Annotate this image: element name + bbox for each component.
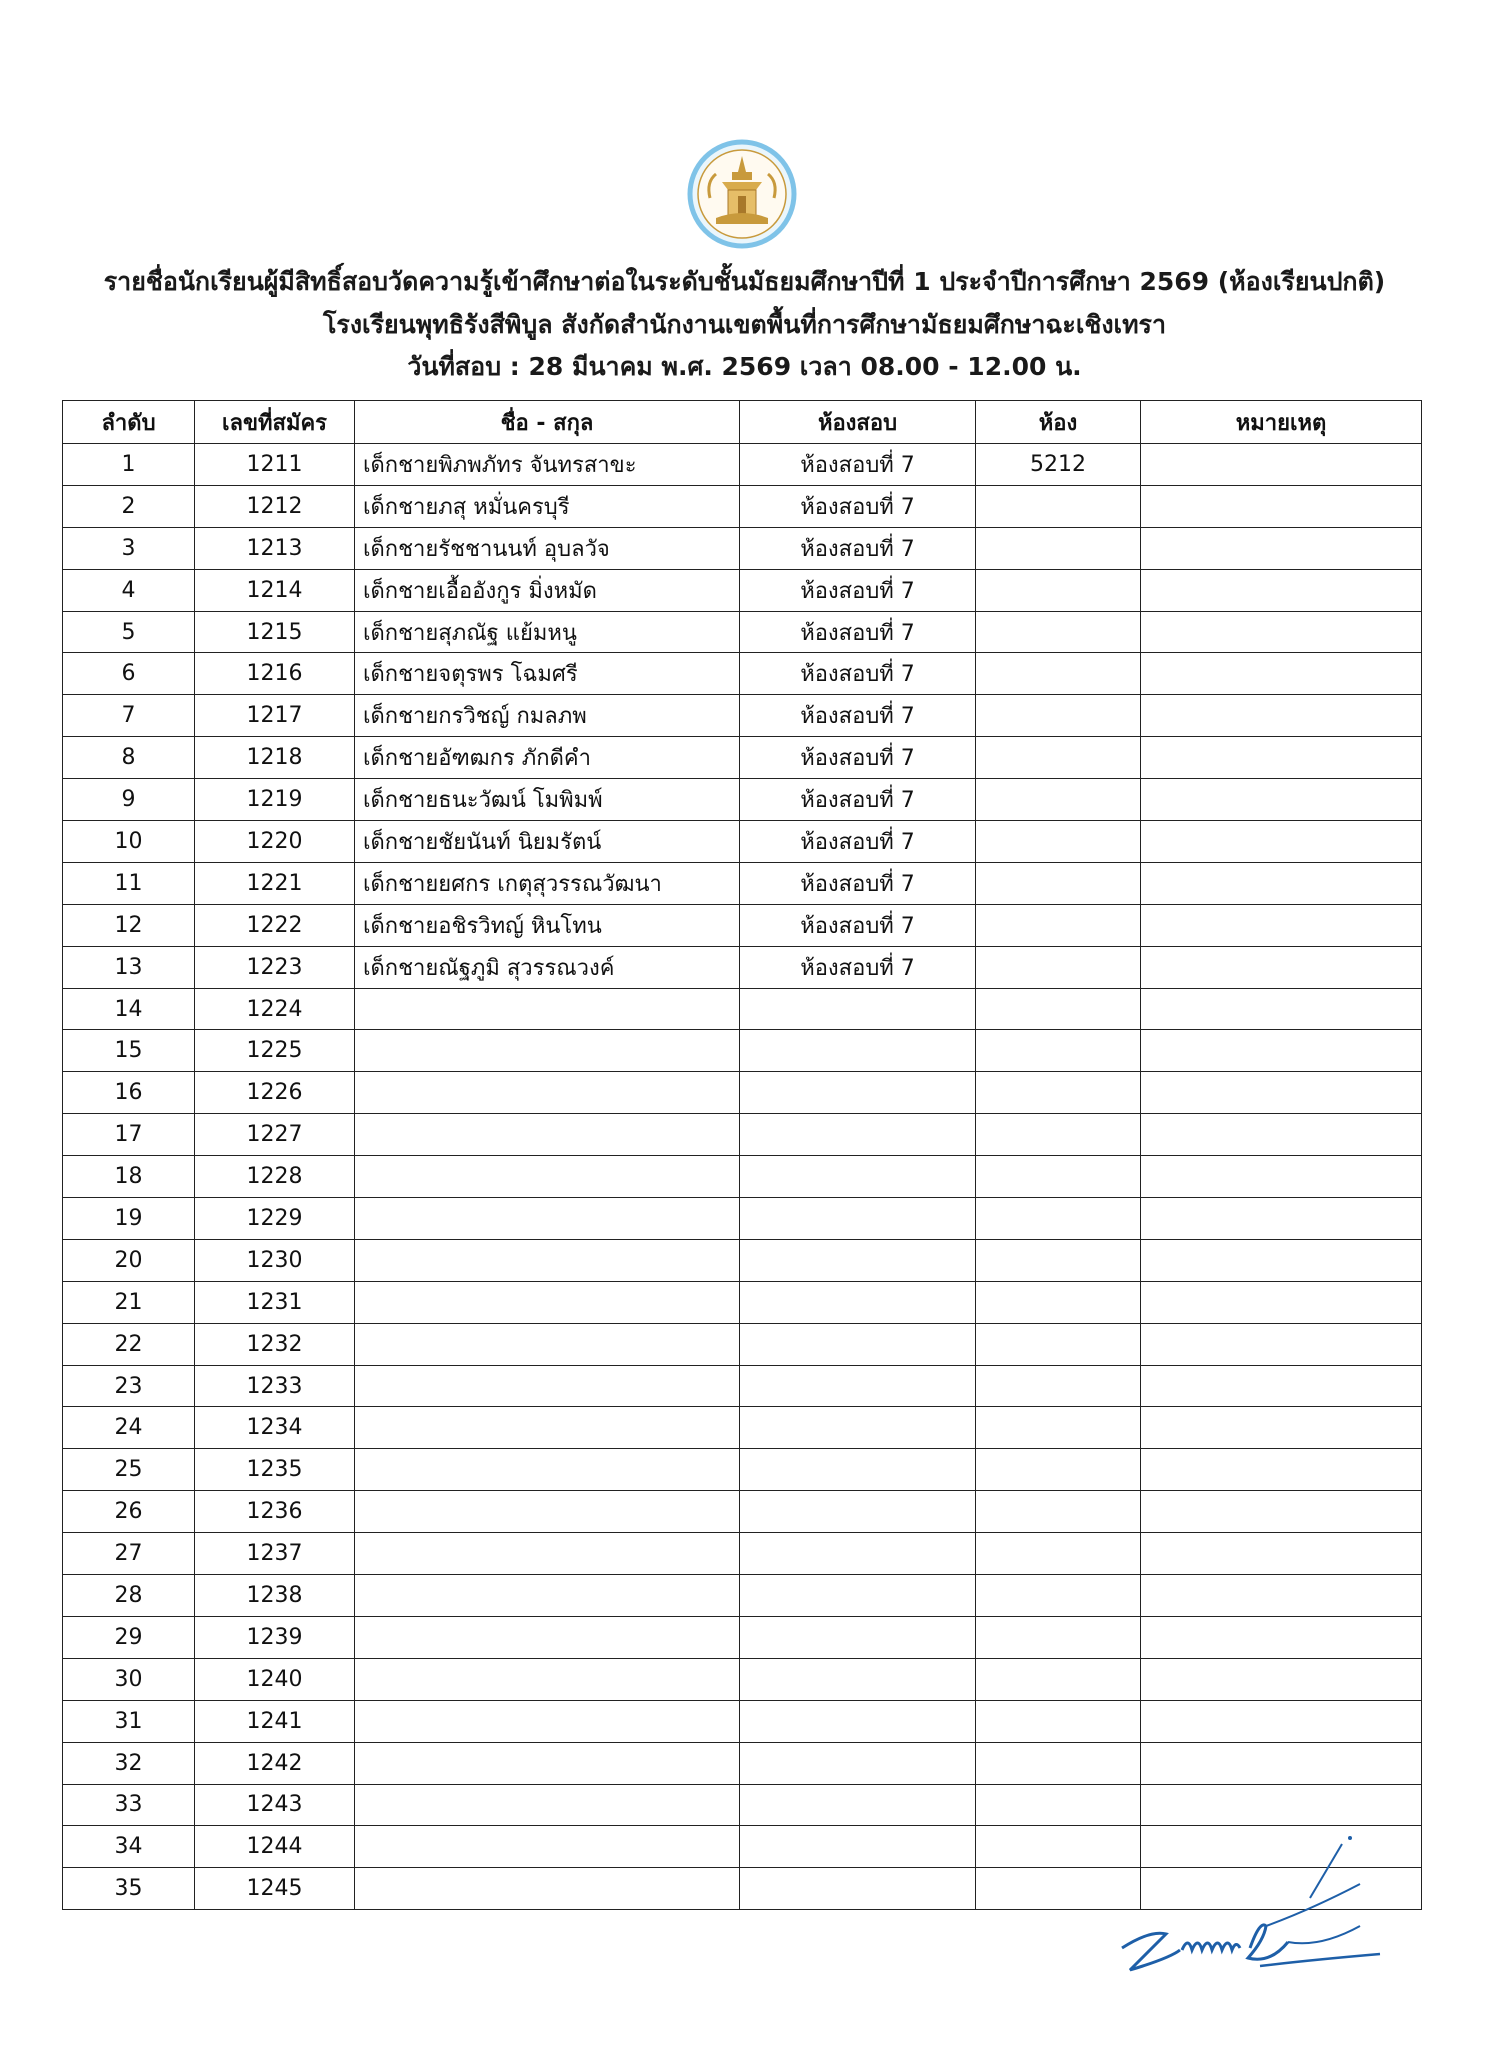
exam-room-cell xyxy=(740,1198,976,1240)
room-number-cell: 5212 xyxy=(976,444,1141,486)
remark-cell xyxy=(1141,695,1422,737)
row-number-cell: 15 xyxy=(63,1030,195,1072)
exam-room-cell xyxy=(740,1784,976,1826)
exam-room-cell: ห้องสอบที่ 7 xyxy=(740,695,976,737)
row-number-cell: 31 xyxy=(63,1700,195,1742)
row-number-cell: 9 xyxy=(63,779,195,821)
application-number-cell: 1228 xyxy=(195,1156,355,1198)
room-number-cell xyxy=(976,1365,1141,1407)
room-number-cell xyxy=(976,1198,1141,1240)
row-number-cell: 22 xyxy=(63,1323,195,1365)
room-number-cell xyxy=(976,1030,1141,1072)
table-row xyxy=(63,1575,1422,1617)
table-row xyxy=(63,695,1422,737)
table-body xyxy=(63,444,1422,1910)
application-number-cell: 1220 xyxy=(195,821,355,863)
exam-room-cell xyxy=(740,988,976,1030)
exam-room-cell xyxy=(740,1826,976,1868)
table-row xyxy=(63,1030,1422,1072)
row-number-cell: 12 xyxy=(63,904,195,946)
exam-room-cell xyxy=(740,1658,976,1700)
table-row xyxy=(63,988,1422,1030)
student-name-cell xyxy=(355,1114,740,1156)
application-number-cell: 1236 xyxy=(195,1491,355,1533)
remark-cell xyxy=(1141,779,1422,821)
room-number-cell xyxy=(976,1072,1141,1114)
exam-room-cell xyxy=(740,1030,976,1072)
table-row xyxy=(63,527,1422,569)
room-number-cell xyxy=(976,1616,1141,1658)
application-number-cell: 1215 xyxy=(195,611,355,653)
student-name-cell: เด็กชายอัฑฒกร ภักดีคำ xyxy=(355,737,740,779)
room-number-cell xyxy=(976,779,1141,821)
exam-room-cell xyxy=(740,1491,976,1533)
row-number-cell: 7 xyxy=(63,695,195,737)
student-name-cell xyxy=(355,1826,740,1868)
table-row xyxy=(63,1742,1422,1784)
table-row xyxy=(63,485,1422,527)
row-number-cell: 21 xyxy=(63,1281,195,1323)
student-name-cell xyxy=(355,1491,740,1533)
remark-cell xyxy=(1141,1198,1422,1240)
row-number-cell: 33 xyxy=(63,1784,195,1826)
application-number-cell: 1231 xyxy=(195,1281,355,1323)
student-name-cell: เด็กชายธนะวัฒน์ โมพิมพ์ xyxy=(355,779,740,821)
room-number-cell xyxy=(976,1658,1141,1700)
remark-cell xyxy=(1141,1072,1422,1114)
remark-cell xyxy=(1141,653,1422,695)
table-row xyxy=(63,904,1422,946)
remark-cell xyxy=(1141,1742,1422,1784)
table-row xyxy=(63,1491,1422,1533)
room-number-cell xyxy=(976,1491,1141,1533)
row-number-cell: 26 xyxy=(63,1491,195,1533)
room-number-cell xyxy=(976,946,1141,988)
room-number-cell xyxy=(976,1533,1141,1575)
remark-cell xyxy=(1141,1365,1422,1407)
application-number-cell: 1241 xyxy=(195,1700,355,1742)
application-number-cell: 1232 xyxy=(195,1323,355,1365)
table-row xyxy=(63,1198,1422,1240)
room-number-cell xyxy=(976,1323,1141,1365)
application-number-cell: 1243 xyxy=(195,1784,355,1826)
room-number-cell xyxy=(976,1784,1141,1826)
remark-cell xyxy=(1141,569,1422,611)
remark-cell xyxy=(1141,821,1422,863)
column-header: เลขที่สมัคร xyxy=(195,401,355,444)
student-name-cell: เด็กชายเอื้ออังกูร มิ่งหมัด xyxy=(355,569,740,611)
row-number-cell: 29 xyxy=(63,1616,195,1658)
table-row xyxy=(63,1239,1422,1281)
room-number-cell xyxy=(976,1281,1141,1323)
student-name-cell xyxy=(355,1407,740,1449)
table-row xyxy=(63,821,1422,863)
student-name-cell: เด็กชายจตุรพร โฉมศรี xyxy=(355,653,740,695)
remark-cell xyxy=(1141,444,1422,486)
column-header: ลำดับ xyxy=(63,401,195,444)
room-number-cell xyxy=(976,611,1141,653)
row-number-cell: 23 xyxy=(63,1365,195,1407)
application-number-cell: 1223 xyxy=(195,946,355,988)
room-number-cell xyxy=(976,737,1141,779)
application-number-cell: 1244 xyxy=(195,1826,355,1868)
student-name-cell xyxy=(355,1281,740,1323)
student-name-cell: เด็กชายภสุ หมั่นครบุรี xyxy=(355,485,740,527)
student-name-cell: เด็กชายสุภณัฐ แย้มหนู xyxy=(355,611,740,653)
remark-cell xyxy=(1141,737,1422,779)
room-number-cell xyxy=(976,1449,1141,1491)
exam-room-cell xyxy=(740,1114,976,1156)
remark-cell xyxy=(1141,1239,1422,1281)
row-number-cell: 8 xyxy=(63,737,195,779)
remark-cell xyxy=(1141,1491,1422,1533)
application-number-cell: 1230 xyxy=(195,1239,355,1281)
exam-room-cell xyxy=(740,1700,976,1742)
remark-cell xyxy=(1141,527,1422,569)
remark-cell xyxy=(1141,1156,1422,1198)
table-row xyxy=(63,569,1422,611)
exam-room-cell: ห้องสอบที่ 7 xyxy=(740,862,976,904)
table-row xyxy=(63,444,1422,486)
student-name-cell xyxy=(355,1742,740,1784)
remark-cell xyxy=(1141,1784,1422,1826)
exam-room-cell: ห้องสอบที่ 7 xyxy=(740,569,976,611)
row-number-cell: 20 xyxy=(63,1239,195,1281)
exam-room-cell xyxy=(740,1407,976,1449)
student-name-cell xyxy=(355,1658,740,1700)
row-number-cell: 16 xyxy=(63,1072,195,1114)
remark-cell xyxy=(1141,946,1422,988)
row-number-cell: 19 xyxy=(63,1198,195,1240)
student-name-cell xyxy=(355,1156,740,1198)
remark-cell xyxy=(1141,1700,1422,1742)
application-number-cell: 1238 xyxy=(195,1575,355,1617)
room-number-cell xyxy=(976,569,1141,611)
application-number-cell: 1213 xyxy=(195,527,355,569)
application-number-cell: 1211 xyxy=(195,444,355,486)
exam-room-cell xyxy=(740,1239,976,1281)
remark-cell xyxy=(1141,904,1422,946)
row-number-cell: 6 xyxy=(63,653,195,695)
table-header-row xyxy=(63,401,1422,444)
room-number-cell xyxy=(976,1239,1141,1281)
student-name-cell xyxy=(355,1365,740,1407)
room-number-cell xyxy=(976,988,1141,1030)
application-number-cell: 1217 xyxy=(195,695,355,737)
row-number-cell: 30 xyxy=(63,1658,195,1700)
row-number-cell: 25 xyxy=(63,1449,195,1491)
table-row xyxy=(63,1784,1422,1826)
remark-cell xyxy=(1141,1575,1422,1617)
student-name-cell xyxy=(355,1868,740,1910)
application-number-cell: 1240 xyxy=(195,1658,355,1700)
exam-room-cell: ห้องสอบที่ 7 xyxy=(740,611,976,653)
signature-icon xyxy=(1110,1830,1390,1980)
room-number-cell xyxy=(976,862,1141,904)
remark-cell xyxy=(1141,1030,1422,1072)
table-row xyxy=(63,737,1422,779)
row-number-cell: 18 xyxy=(63,1156,195,1198)
student-name-cell xyxy=(355,1533,740,1575)
exam-room-cell: ห้องสอบที่ 7 xyxy=(740,779,976,821)
row-number-cell: 14 xyxy=(63,988,195,1030)
exam-room-cell: ห้องสอบที่ 7 xyxy=(740,444,976,486)
application-number-cell: 1222 xyxy=(195,904,355,946)
row-number-cell: 34 xyxy=(63,1826,195,1868)
application-number-cell: 1212 xyxy=(195,485,355,527)
column-header: ชื่อ - สกุล xyxy=(355,401,740,444)
room-number-cell xyxy=(976,1575,1141,1617)
student-name-cell: เด็กชายณัฐภูมิ สุวรรณวงค์ xyxy=(355,946,740,988)
exam-room-cell xyxy=(740,1616,976,1658)
exam-room-cell: ห้องสอบที่ 7 xyxy=(740,821,976,863)
exam-room-cell: ห้องสอบที่ 7 xyxy=(740,904,976,946)
student-name-cell xyxy=(355,1449,740,1491)
exam-room-cell: ห้องสอบที่ 7 xyxy=(740,653,976,695)
application-number-cell: 1245 xyxy=(195,1868,355,1910)
application-number-cell: 1216 xyxy=(195,653,355,695)
student-name-cell xyxy=(355,1575,740,1617)
student-name-cell: เด็กชายพิภพภัทร จันทรสาขะ xyxy=(355,444,740,486)
remark-cell xyxy=(1141,1281,1422,1323)
student-name-cell: เด็กชายรัชชานนท์ อุบลวัจ xyxy=(355,527,740,569)
row-number-cell: 27 xyxy=(63,1533,195,1575)
table-row xyxy=(63,946,1422,988)
remark-cell xyxy=(1141,1407,1422,1449)
student-name-cell xyxy=(355,1072,740,1114)
school-emblem-icon xyxy=(686,138,798,250)
application-number-cell: 1219 xyxy=(195,779,355,821)
table-row xyxy=(63,1533,1422,1575)
table-row xyxy=(63,611,1422,653)
remark-cell xyxy=(1141,1323,1422,1365)
exam-room-cell xyxy=(740,1742,976,1784)
student-name-cell xyxy=(355,1616,740,1658)
student-name-cell: เด็กชายชัยนันท์ นิยมรัตน์ xyxy=(355,821,740,863)
document-title: รายชื่อนักเรียนผู้มีสิทธิ์สอบวัดความรู้เข้าศึกษาต่อในระดับชั้นมัธยมศึกษาปีที่ 1 ประจำปีการศึกษา 2569 (ห้องเรียนปกติ) xyxy=(103,267,1386,296)
exam-room-cell xyxy=(740,1323,976,1365)
table-row xyxy=(63,1407,1422,1449)
room-number-cell xyxy=(976,653,1141,695)
column-header: หมายเหตุ xyxy=(1141,401,1422,444)
table-row xyxy=(63,1114,1422,1156)
exam-room-cell xyxy=(740,1156,976,1198)
room-number-cell xyxy=(976,1742,1141,1784)
remark-cell xyxy=(1141,1658,1422,1700)
exam-room-cell: ห้องสอบที่ 7 xyxy=(740,737,976,779)
school-name: โรงเรียนพุทธิรังสีพิบูล สังกัดสำนักงานเขตพื้นที่การศึกษามัธยมศึกษาฉะเชิงเทรา xyxy=(322,310,1167,339)
application-number-cell: 1242 xyxy=(195,1742,355,1784)
application-number-cell: 1218 xyxy=(195,737,355,779)
exam-room-cell xyxy=(740,1575,976,1617)
student-name-cell: เด็กชายกรวิชญ์ กมลภพ xyxy=(355,695,740,737)
room-number-cell xyxy=(976,1700,1141,1742)
room-number-cell xyxy=(976,1114,1141,1156)
row-number-cell: 24 xyxy=(63,1407,195,1449)
remark-cell xyxy=(1141,485,1422,527)
remark-cell xyxy=(1141,1449,1422,1491)
exam-room-cell xyxy=(740,1449,976,1491)
row-number-cell: 1 xyxy=(63,444,195,486)
application-number-cell: 1221 xyxy=(195,862,355,904)
application-number-cell: 1224 xyxy=(195,988,355,1030)
student-name-cell xyxy=(355,1700,740,1742)
remark-cell xyxy=(1141,1114,1422,1156)
student-list-table xyxy=(62,400,1422,1910)
application-number-cell: 1234 xyxy=(195,1407,355,1449)
row-number-cell: 28 xyxy=(63,1575,195,1617)
room-number-cell xyxy=(976,485,1141,527)
exam-room-cell xyxy=(740,1072,976,1114)
room-number-cell xyxy=(976,821,1141,863)
student-name-cell xyxy=(355,1784,740,1826)
table-row xyxy=(63,862,1422,904)
remark-cell xyxy=(1141,611,1422,653)
row-number-cell: 32 xyxy=(63,1742,195,1784)
application-number-cell: 1225 xyxy=(195,1030,355,1072)
exam-date: วันที่สอบ : 28 มีนาคม พ.ศ. 2569 เวลา 08.00 - 12.00 น. xyxy=(407,352,1082,381)
exam-room-cell xyxy=(740,1868,976,1910)
application-number-cell: 1229 xyxy=(195,1198,355,1240)
row-number-cell: 11 xyxy=(63,862,195,904)
room-number-cell xyxy=(976,695,1141,737)
application-number-cell: 1237 xyxy=(195,1533,355,1575)
remark-cell xyxy=(1141,1616,1422,1658)
table-row xyxy=(63,1072,1422,1114)
table-row xyxy=(63,1156,1422,1198)
row-number-cell: 2 xyxy=(63,485,195,527)
remark-cell xyxy=(1141,862,1422,904)
student-name-cell xyxy=(355,1239,740,1281)
room-number-cell xyxy=(976,527,1141,569)
table-row xyxy=(63,1700,1422,1742)
table-row xyxy=(63,779,1422,821)
exam-room-cell xyxy=(740,1365,976,1407)
exam-room-cell: ห้องสอบที่ 7 xyxy=(740,485,976,527)
student-name-cell xyxy=(355,988,740,1030)
student-name-cell xyxy=(355,1323,740,1365)
room-number-cell xyxy=(976,1156,1141,1198)
application-number-cell: 1233 xyxy=(195,1365,355,1407)
table-row xyxy=(63,653,1422,695)
table-row xyxy=(63,1281,1422,1323)
room-number-cell xyxy=(976,904,1141,946)
student-name-cell: เด็กชายอชิรวิทญ์ หินโทน xyxy=(355,904,740,946)
row-number-cell: 5 xyxy=(63,611,195,653)
application-number-cell: 1227 xyxy=(195,1114,355,1156)
table-row xyxy=(63,1365,1422,1407)
row-number-cell: 35 xyxy=(63,1868,195,1910)
row-number-cell: 4 xyxy=(63,569,195,611)
row-number-cell: 17 xyxy=(63,1114,195,1156)
table-row xyxy=(63,1616,1422,1658)
remark-cell xyxy=(1141,1533,1422,1575)
exam-room-cell: ห้องสอบที่ 7 xyxy=(740,527,976,569)
row-number-cell: 3 xyxy=(63,527,195,569)
column-header: ห้อง xyxy=(976,401,1141,444)
exam-room-cell xyxy=(740,1533,976,1575)
remark-cell xyxy=(1141,988,1422,1030)
student-name-cell xyxy=(355,1030,740,1072)
table-row xyxy=(63,1449,1422,1491)
application-number-cell: 1235 xyxy=(195,1449,355,1491)
row-number-cell: 13 xyxy=(63,946,195,988)
student-name-cell: เด็กชายยศกร เกตุสุวรรณวัฒนา xyxy=(355,862,740,904)
table-row xyxy=(63,1323,1422,1365)
row-number-cell: 10 xyxy=(63,821,195,863)
column-header: ห้องสอบ xyxy=(740,401,976,444)
exam-room-cell: ห้องสอบที่ 7 xyxy=(740,946,976,988)
application-number-cell: 1226 xyxy=(195,1072,355,1114)
room-number-cell xyxy=(976,1407,1141,1449)
application-number-cell: 1214 xyxy=(195,569,355,611)
exam-room-cell xyxy=(740,1281,976,1323)
table-row xyxy=(63,1658,1422,1700)
application-number-cell: 1239 xyxy=(195,1616,355,1658)
student-name-cell xyxy=(355,1198,740,1240)
